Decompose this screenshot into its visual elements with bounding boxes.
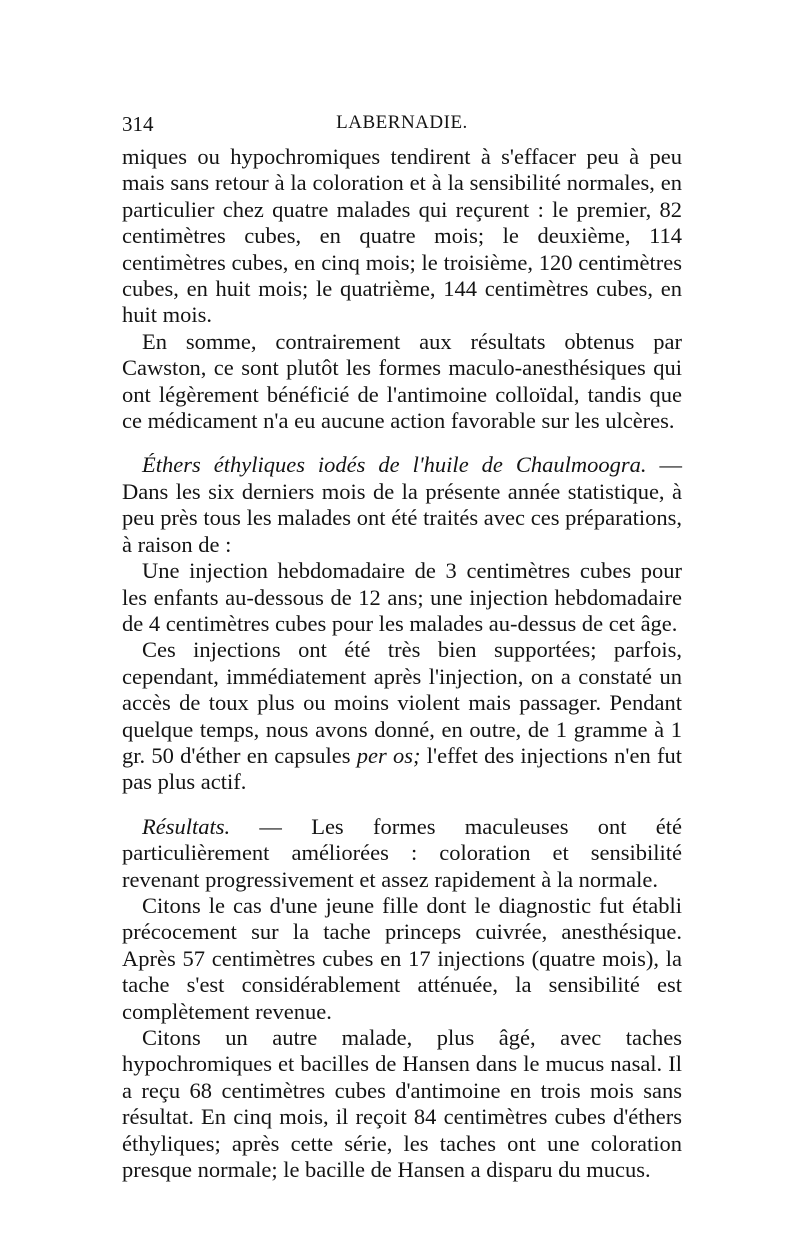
paragraph-text: miques ou hypochromiques tendirent à s'effacer peu à peu mais sans retour à la coloration et à la sensibilité normales, en particulier chez quatre malades qui reçurent : le premier, 82 centimètres cubes, en quatre mois; le deuxième, 114 centimètres cubes, en cinq mois; le troisième, 120 centimètres cubes, en huit mois; le quatrième, 144 centimètres cubes, en huit mois. — [122, 144, 682, 328]
paragraph-continuation — [122, 144, 682, 329]
paragraph-text: Une injection hebdomadaire de 3 centimètres cubes pour les enfants au-dessous de 12 ans; une injection hebdomadaire de 4 centimètres cubes pour les malades au-dessus de cet âge. — [122, 558, 682, 636]
page-number: 314 — [122, 112, 154, 136]
paragraph-summary — [122, 329, 682, 435]
paragraph-ethers-section — [122, 452, 682, 558]
paragraph-results-section — [122, 814, 682, 893]
paragraph-text: l'effet des injections n'en fut pas plus actif. — [122, 742, 682, 795]
italic-phrase: per os; — [356, 742, 421, 768]
section-heading: Éthers éthyliques iodés de l'huile de Chaulmoogra. — [142, 452, 647, 478]
paragraph-text: En somme, contrairement aux résultats obtenus par Cawston, ce sont plutôt les formes maculo-anesthésiques qui ont légèrement bénéficié de l'antimoine colloïdal, tandis que ce médicament n'a eu aucune action favorable sur les ulcères. — [122, 328, 682, 434]
paragraph-tolerance — [122, 637, 682, 795]
paragraph-text: Ces injections ont été très bien supportées; parfois, cependant, immédiatement après l'injection, on a constaté un accès de toux plus ou moins violent mais passager. Pendant quelque temps, nous avons donné, en outre, de 1 gramme à 1 gr. 50 d'éther en capsules — [122, 637, 682, 768]
paragraph-text: Citons le cas d'une jeune fille dont le diagnostic fut établi précocement sur la tache princeps cuivrée, anesthésique. Après 57 centimètres cubes en 17 injections (quatre mois), la tache s'est considérablement atténuée, la sensibilité est complètement revenue. — [122, 892, 682, 1024]
paragraph-case-girl — [122, 893, 682, 1025]
paragraph-text: Citons un autre malade, plus âgé, avec taches hypochromiques et bacilles de Hansen dans le mucus nasal. Il a reçu 68 centimètres cubes d'antimoine en trois mois sans résultat. En cinq mois, il reçoit 84 centimètres cubes d'éthers éthyliques; après cette série, les taches ont une coloration presque normale; le bacille de Hansen a disparu du mucus. — [122, 1025, 682, 1183]
section-heading: Résultats. — [142, 813, 231, 839]
paragraph-text: — Les formes maculeuses ont été particulièrement améliorées : coloration et sensibilité revenant progressivement et assez rapidement à la normale. — [122, 813, 682, 892]
paragraph-dosage — [122, 558, 682, 637]
paragraph-case-older — [122, 1025, 682, 1183]
body-text — [122, 144, 682, 1183]
paragraph-text: — Dans les six derniers mois de la présente année statistique, à peu près tous les malades ont été traités avec ces préparations, à raison de : — [122, 452, 682, 557]
running-head — [122, 112, 682, 142]
running-title: LABERNADIE. — [336, 112, 468, 133]
